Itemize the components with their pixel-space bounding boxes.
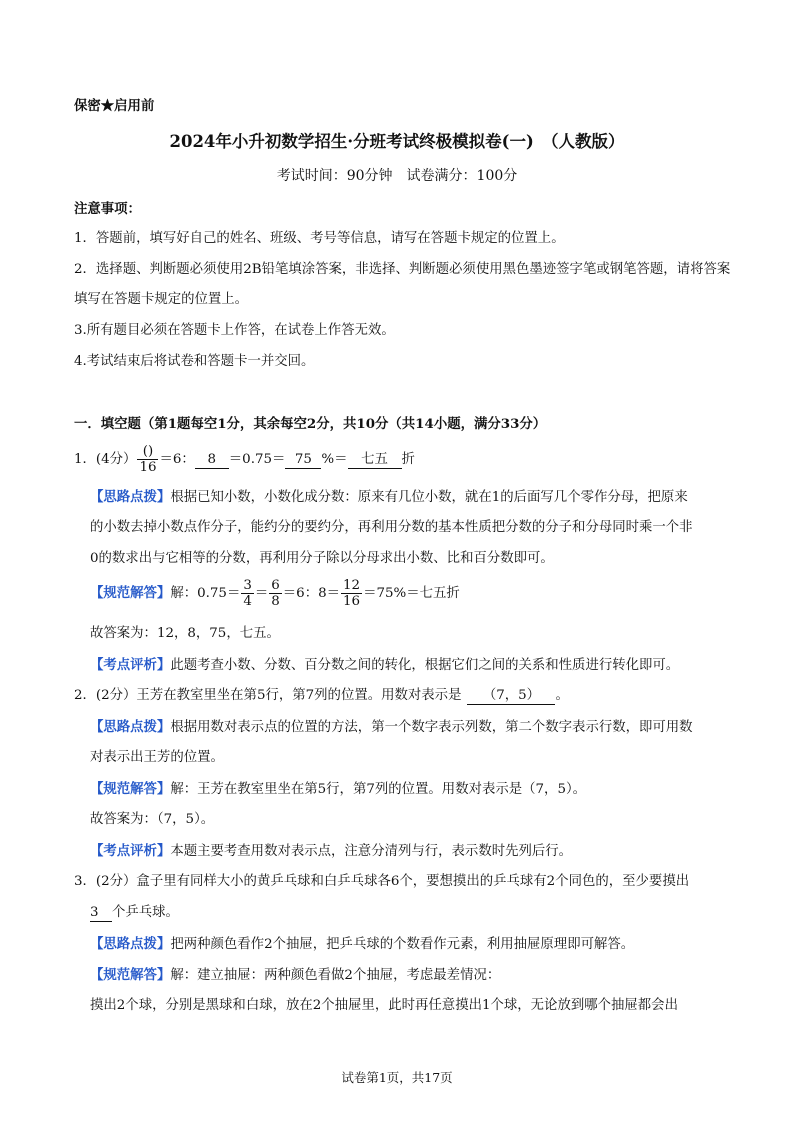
q3-solution-line — [90, 966, 500, 985]
question-3-stem: 3．(2分）盒子里有同样大小的黄乒乓球和白乒乓球各6个，要想摸出的乒乓球有2个同色的，至少要摸出 — [74, 874, 690, 889]
fraction-denominator: 8 — [271, 594, 280, 609]
hint-text: 0的数求出与它相等的分数，再利用分子除以分母求出小数、比和百分数即可。 — [90, 551, 554, 566]
review-label: 【考点评析】 — [90, 657, 171, 673]
question-text: %＝ — [321, 452, 348, 467]
note-item: 填写在答题卡规定的位置上。 — [74, 292, 249, 307]
question-text: 2．(2分）王芳在教室里坐在第5行，第7列的位置。用数对表示是 — [74, 688, 462, 703]
hint-text: 根据用数对表示点的位置的方法，第一个数字表示列数，第二个数字表示行数，即可用数 — [170, 720, 693, 735]
note-item: 2．选择题、判断题必须使用2B铅笔填涂答案，非选择、判断题必须使用黑色墨迹签字笔或钢笔答题，请将答案 — [74, 262, 731, 277]
hint-text: 的小数去掉小数点作分子，能约分的要约分，再利用分数的基本性质把分数的分子和分母同时乘一个非 — [90, 520, 693, 535]
hint-text: 根据已知小数，小数化成分数：原来有几位小数，就在1的后面写几个零作分母，把原来 — [170, 490, 688, 505]
q3-hint-line — [90, 935, 634, 954]
notes-heading: 注意事项： — [74, 201, 141, 217]
fraction-numerator: () — [137, 444, 158, 460]
q1-hint-line — [90, 488, 688, 507]
fraction-numerator: 3 — [243, 578, 252, 593]
solution-label: 【规范解答】 — [90, 781, 171, 797]
review-text: 本题主要考查用数对表示点，注意分清列与行，表示数时先列后行。 — [170, 844, 573, 859]
fraction-numerator: 12 — [343, 578, 361, 593]
hint-text: 把两种颜色看作2个抽屉，把乒乓球的个数看作元素，利用抽屉原理即可解答。 — [170, 937, 635, 952]
solution-label: 【规范解答】 — [90, 585, 171, 601]
fraction-denominator: 16 — [343, 594, 361, 609]
q2-review-line — [90, 842, 572, 861]
answer-blank: 3 — [90, 905, 112, 922]
fraction — [137, 444, 158, 475]
solution-text: 摸出2个球，分别是黑球和白球，放在2个抽屉里，此时再任意摸出1个球，无论放到哪个抽屉都会出 — [90, 998, 678, 1013]
question-text: 。 — [555, 688, 569, 703]
fraction-numerator: 6 — [271, 578, 280, 593]
answer-line: 故答案为：（7，5）。 — [90, 812, 215, 827]
solution-text: 解：王芳在教室里坐在第5行，第7列的位置。用数对表示是（7，5）。 — [170, 782, 587, 797]
fraction — [341, 578, 362, 609]
answer-blank: 七五 — [348, 452, 402, 469]
review-label: 【考点评析】 — [90, 843, 171, 859]
fraction-denominator: 4 — [243, 594, 252, 609]
review-text: 此题考查小数、分数、百分数之间的转化，根据它们之间的关系和性质进行转化即可。 — [170, 658, 680, 673]
question-text: ＝0.75＝ — [228, 452, 286, 467]
question-number: 1．(4分） — [74, 452, 137, 467]
q1-review-line — [90, 656, 679, 675]
question-1-stem — [74, 444, 415, 475]
q2-hint-line — [90, 718, 693, 737]
answer-blank: 8 — [195, 452, 229, 469]
section-heading: 一．填空题（第1题每空1分，其余每空2分，共10分（共14小题，满分33分） — [74, 416, 547, 432]
q2-solution-line — [90, 780, 586, 799]
answer-blank: 75 — [285, 452, 321, 469]
exam-title: 2024年小升初数学招生·分班考试终极模拟卷(一) （人教版） — [169, 132, 625, 151]
note-item: 1．答题前，填写好自己的姓名、班级、考号等信息，请写在答题卡规定的位置上。 — [74, 231, 565, 246]
solution-text: ＝ — [254, 586, 269, 601]
fraction — [269, 578, 282, 609]
solution-text: 解：0.75＝ — [170, 586, 241, 601]
solution-text: ＝6：8＝ — [282, 586, 341, 601]
hint-label: 【思路点拨】 — [90, 489, 171, 505]
confidential-label: 保密★启用前 — [74, 98, 155, 114]
solution-text: ＝75%＝七五折 — [363, 586, 460, 601]
question-text: 个乒乓球。 — [112, 905, 179, 920]
fraction-denominator: 16 — [139, 460, 157, 475]
fraction — [241, 578, 254, 609]
solution-text: 解：建立抽屉：两种颜色看做2个抽屉，考虑最差情况： — [170, 968, 501, 983]
question-2-stem — [74, 687, 569, 705]
answer-blank: （7，5） — [467, 688, 555, 705]
note-item: 4.考试结束后将试卷和答题卡一并交回。 — [74, 354, 315, 369]
solution-label: 【规范解答】 — [90, 967, 171, 983]
page-footer: 试卷第1页，共17页 — [341, 1070, 453, 1085]
question-text: 折 — [401, 452, 415, 467]
answer-line: 故答案为：12，8，75，七五。 — [90, 626, 280, 641]
hint-label: 【思路点拨】 — [90, 936, 171, 952]
note-item: 3.所有题目必须在答题卡上作答，在试卷上作答无效。 — [74, 323, 395, 338]
q1-solution-line — [90, 578, 460, 609]
hint-label: 【思路点拨】 — [90, 719, 171, 735]
exam-info: 考试时间：90分钟 试卷满分：100分 — [276, 168, 518, 184]
hint-text: 对表示出王芳的位置。 — [90, 750, 224, 765]
question-3-stem-cont — [90, 904, 179, 922]
question-text: ＝6： — [159, 452, 195, 467]
